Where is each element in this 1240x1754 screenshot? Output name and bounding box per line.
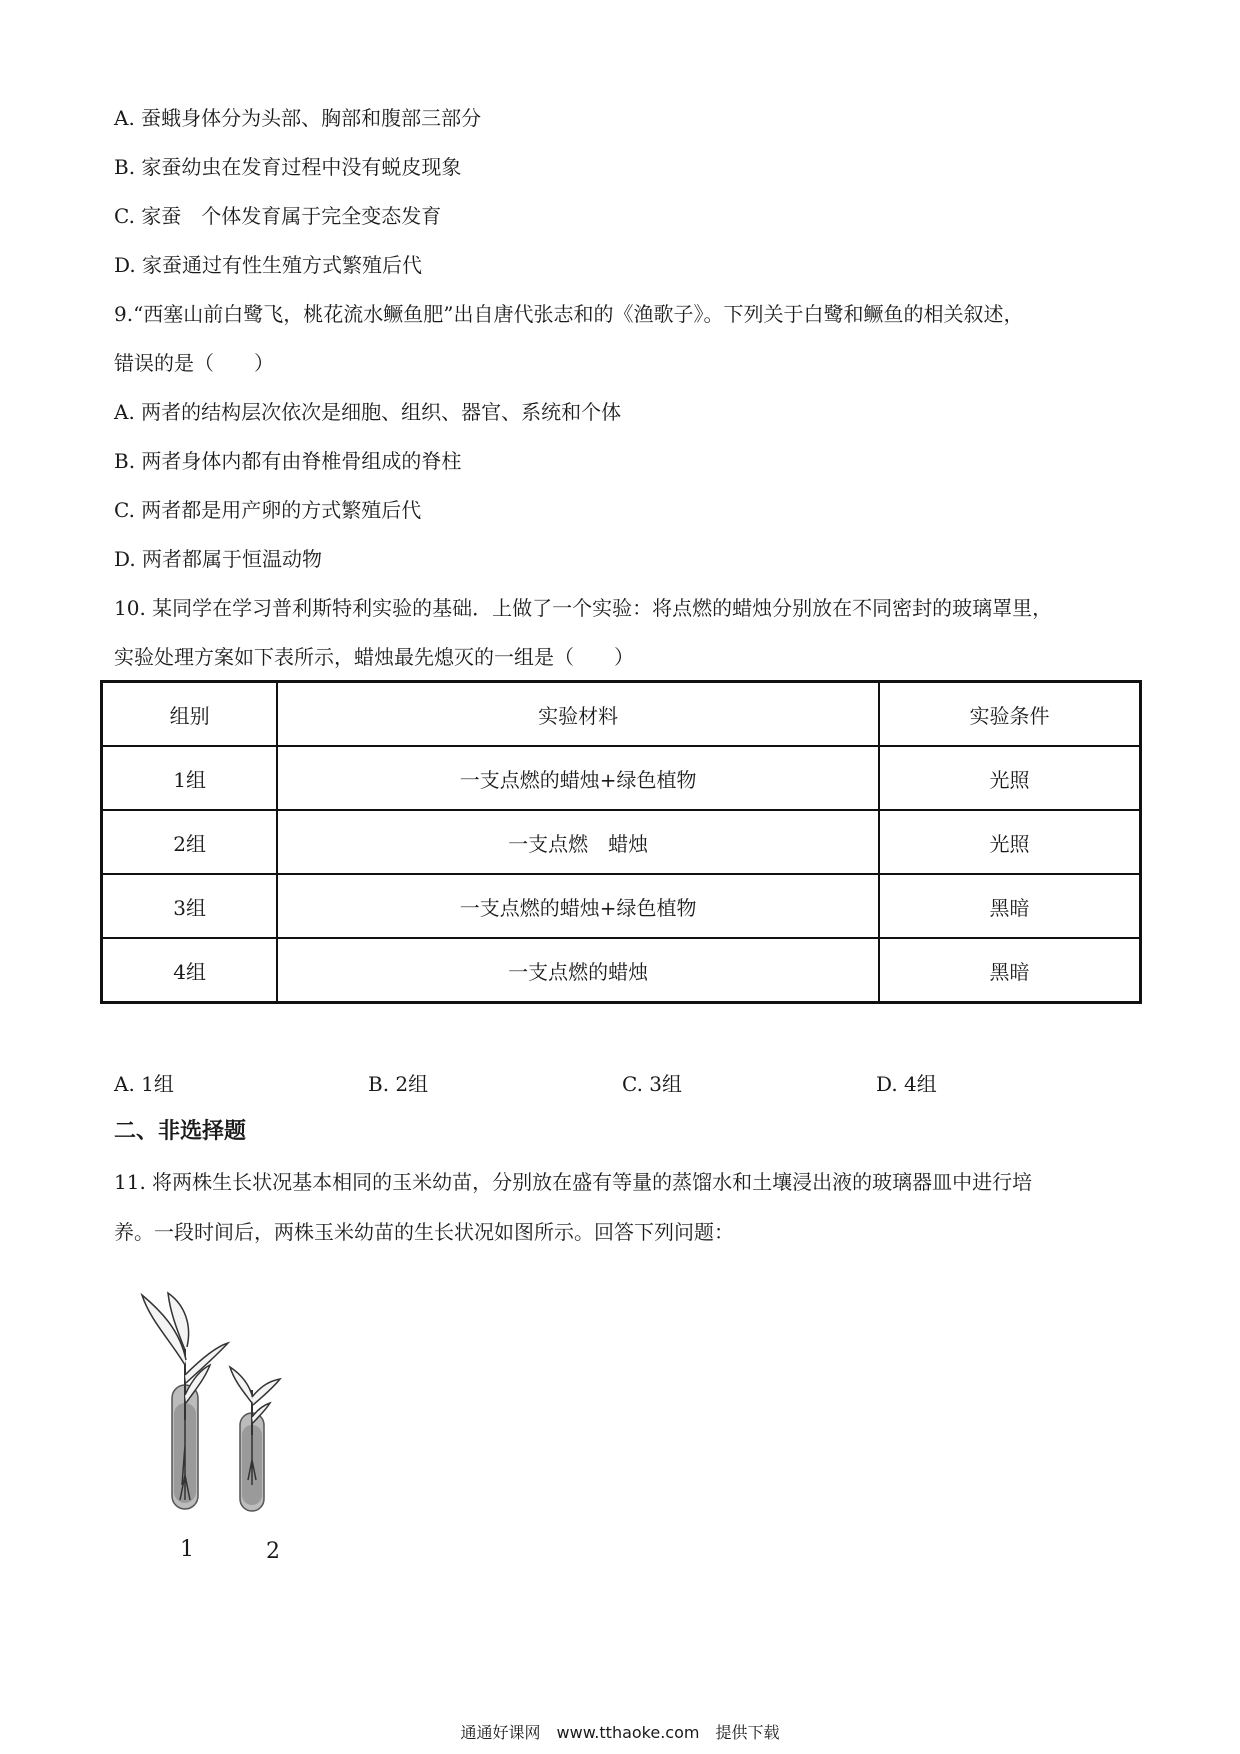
table-cell: 黑暗 <box>879 938 1141 1003</box>
table-cell: 一支点燃的蜡烛+绿色植物 <box>277 746 879 810</box>
table-cell: 一支点燃的蜡烛+绿色植物 <box>277 874 879 938</box>
table-cell: 3组 <box>102 874 278 938</box>
table-header-cell: 实验条件 <box>879 682 1141 747</box>
table-header-cell: 实验材料 <box>277 682 879 747</box>
page-footer: 通通好课网 www.tthaoke.com 提供下载 <box>460 1723 780 1742</box>
q10-option-c: C. 3组 <box>622 1072 683 1096</box>
q10-option-a: A. 1组 <box>114 1072 174 1096</box>
seedling-tubes-illustration <box>130 1285 310 1525</box>
q8-option-a: A. 蚕蛾身体分为头部、胸部和腹部三部分 <box>114 106 482 130</box>
q10-option-b: B. 2组 <box>368 1072 429 1096</box>
q10-option-d: D. 4组 <box>876 1072 937 1096</box>
table-row <box>102 810 1141 874</box>
figure-label-2: 2 <box>266 1539 280 1564</box>
figure-label-1: 1 <box>180 1537 194 1562</box>
q8-option-b: B. 家蚕幼虫在发育过程中没有蜕皮现象 <box>114 155 462 179</box>
q8-option-c: C. 家蚕 个体发育属于完全变态发育 <box>114 204 442 228</box>
table-cell: 光照 <box>879 746 1141 810</box>
table-row <box>102 746 1141 810</box>
q11-stem-line2: 养。一段时间后，两株玉米幼苗的生长状况如图所示。回答下列问题： <box>114 1220 734 1244</box>
q9-option-c: C. 两者都是用产卵的方式繁殖后代 <box>114 498 422 522</box>
table-cell: 一支点燃的蜡烛 <box>277 938 879 1003</box>
table-cell: 一支点燃 蜡烛 <box>277 810 879 874</box>
q10-stem-line2: 实验处理方案如下表所示，蜡烛最先熄灭的一组是（ ） <box>114 645 634 669</box>
table-header-row <box>102 682 1141 747</box>
experiment-table <box>100 680 1142 1004</box>
table-cell: 2组 <box>102 810 278 874</box>
section-heading: 二、非选择题 <box>114 1119 247 1144</box>
q10-stem-line1: 10. 某同学在学习普利斯特利实验的基础．上做了一个实验：将点燃的蜡烛分别放在不同密封的玻璃罩里， <box>114 596 1053 620</box>
q8-option-d: D. 家蚕通过有性生殖方式繁殖后代 <box>114 253 423 277</box>
q9-option-b: B. 两者身体内都有由脊椎骨组成的脊柱 <box>114 449 462 473</box>
q9-option-d: D. 两者都属于恒温动物 <box>114 547 323 571</box>
seedling-figure <box>130 1285 310 1564</box>
table-header-cell: 组别 <box>102 682 278 747</box>
q9-stem-line2: 错误的是（ ） <box>114 351 274 375</box>
q9-option-a: A. 两者的结构层次依次是细胞、组织、器官、系统和个体 <box>114 400 622 424</box>
table-cell: 黑暗 <box>879 874 1141 938</box>
table-cell: 1组 <box>102 746 278 810</box>
q11-stem-line1: 11. 将两株生长状况基本相同的玉米幼苗，分别放在盛有等量的蒸馏水和土壤浸出液的玻璃器皿中进行培 <box>114 1170 1033 1194</box>
table-cell: 4组 <box>102 938 278 1003</box>
table-row <box>102 938 1141 1003</box>
table-cell: 光照 <box>879 810 1141 874</box>
q9-stem-line1: 9.“西塞山前白鹭飞，桃花流水鳜鱼肥”出自唐代张志和的《渔歌子》。下列关于白鹭和鳜鱼的相关叙述， <box>114 302 1024 326</box>
table-row <box>102 874 1141 938</box>
